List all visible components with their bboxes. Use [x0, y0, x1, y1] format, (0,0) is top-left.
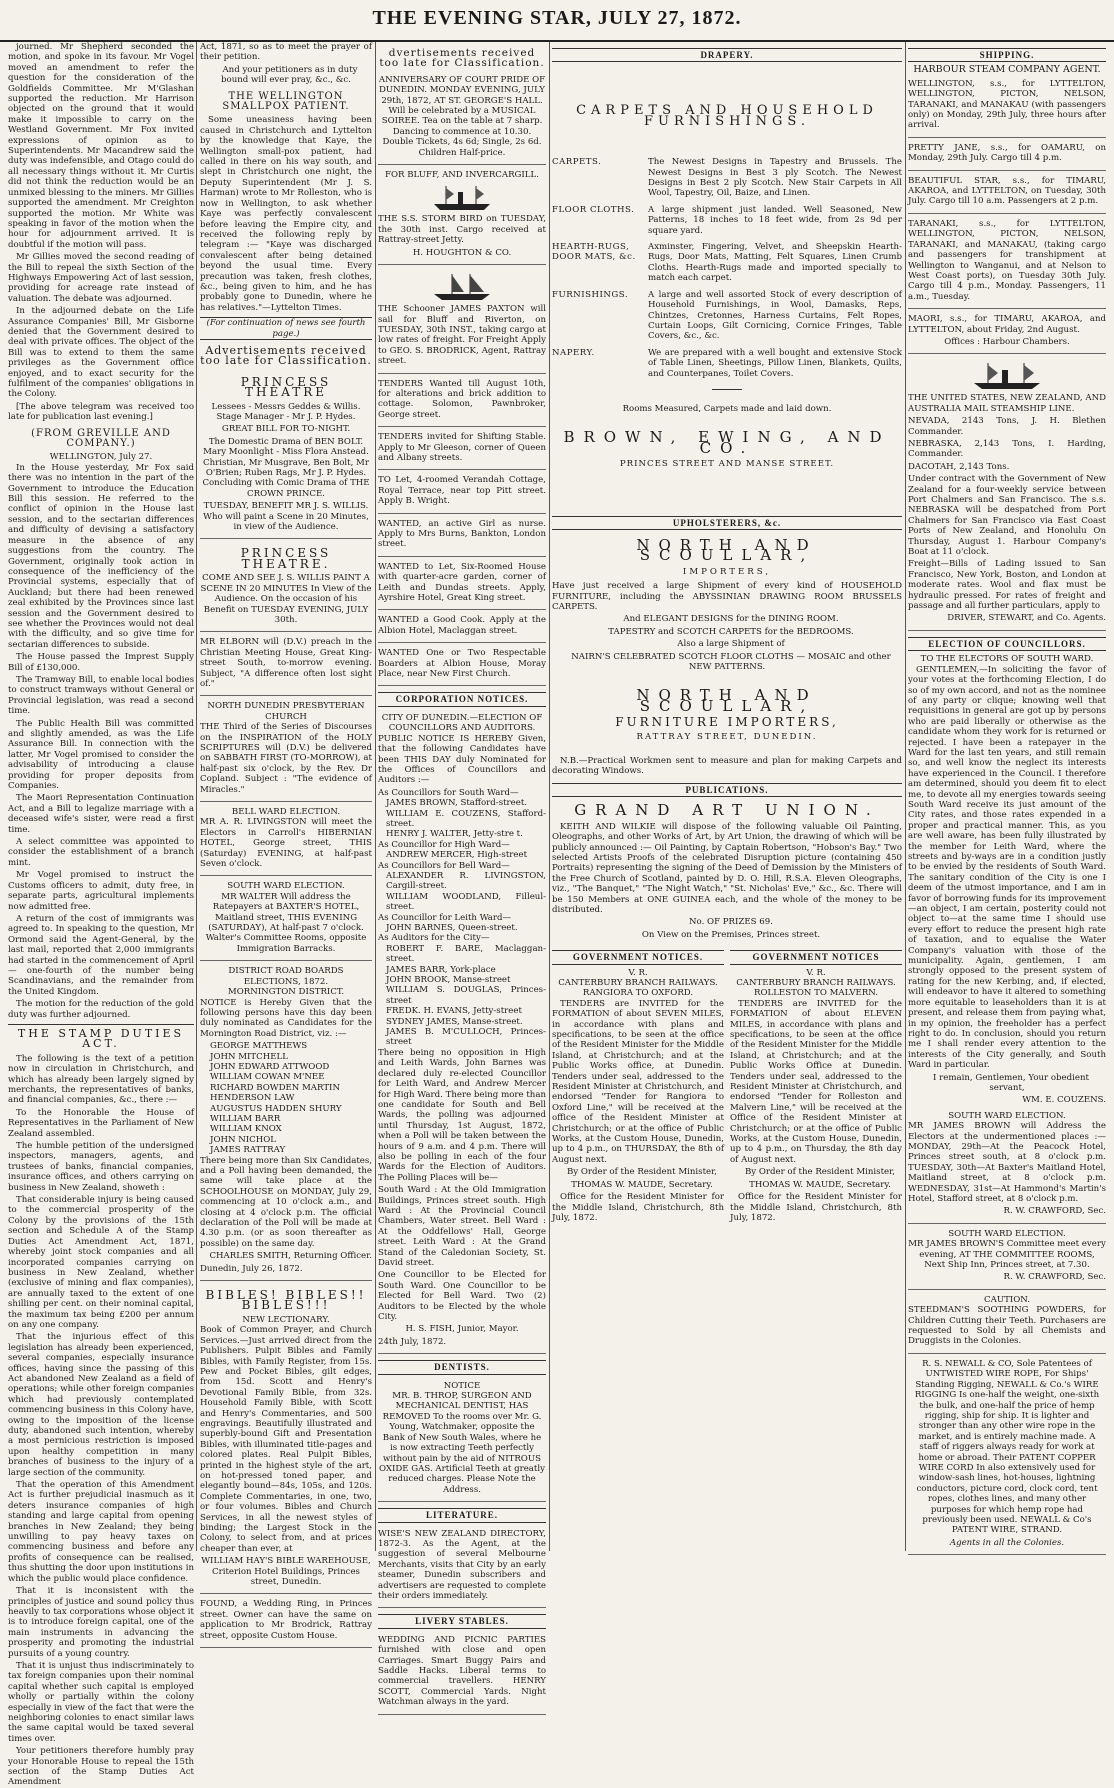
list-item: HENDERSON LAW — [210, 1093, 295, 1104]
list-item: JAMES RATTRAY — [210, 1145, 286, 1156]
list-item: AUGUSTUS HADDEN SHURY — [210, 1103, 342, 1114]
ad-text: COME AND SEE J. S. WILLIS PAINT A SCENE IN 20 MINUTES In View of the Audience. On the occasion of his Benefit on TUESDAY EVENING, JULY 30th. — [200, 573, 372, 625]
ad-signature: H. HOUGHTON & CO. — [412, 247, 512, 258]
gov-notice-rolleston — [730, 944, 902, 1225]
ad-princess-theatre-2 — [200, 541, 372, 632]
section-heading: DENTISTS. — [378, 1360, 546, 1374]
ad-text: MR. B. THROP, SURGEON AND MECHANICAL DENTIST, HAS REMOVED To the rooms over Mr. G. Young, Watchmaker, opposite the Bank of New South Wales, where he is now extracting Teeth perfectly without pain by the aid of NITROUS OXIDE GAS. Artificial Teeth at greatly reduced charges. Please Note the Address. — [379, 1391, 545, 1495]
section-heading: PUBLICATIONS. — [552, 783, 902, 797]
column-ads-middle — [378, 42, 546, 1708]
news-paragraph: The motion for the reduction of the gold duty was further adjourned. — [8, 999, 194, 1020]
ad-james-paxton — [378, 267, 546, 373]
news-paragraph: That the injurious effect of this legislation has already been experienced, several companies, especially insurance offices, having since the passing of this Act abandoned New Zealand as a field of operations; while other foreign companies which had previously contemplated commencing business in this Colony have, owing to the imposition of the license duty, abandoned such intention, whereby a most pernicious restriction is imposed upon healthy competition in many branches of business to the injury of a large section of the community. — [8, 1332, 194, 1478]
ad-text: MR A. R. LIVINGSTON will meet the Electors in Carroll's HIBERNIAN HOTEL, George street, THIS (Saturday) EVENING, at half-past Seven o'clock. — [200, 817, 372, 870]
ad-text: As Councillor for High Ward— — [378, 839, 510, 850]
ad-text: WISE'S NEW ZEALAND DIRECTORY, 1872-3. As the Agent, at the suggestion of several Melbourne Merchants, visits that City by an early steamer, Dunedin subscribers and advertisers are requested to complete their orders immediately. — [378, 1528, 546, 1601]
ad-text: There being more than Six Candidates, and a Poll having been demanded, the same will take place at the SCHOOLHOUSE on MONDAY, July 29, commencing at 10 o'clock a.m., and closing at 4 o'clock p.m. The official declaration of the Poll will be made at 4.30 p.m. (or as soon thereafter as possible) on the same day. — [200, 1155, 372, 1249]
ad-signature: R. W. CRAWFORD, Sec. — [1003, 1206, 1106, 1217]
crest-label: V. R. — [806, 967, 826, 978]
ad-shipping — [908, 76, 1106, 138]
ad-subtitle: ROLLESTON TO MALVERN. — [754, 988, 878, 999]
list-item: HENRY J. WALTER, Jetty-stre t. — [386, 829, 523, 840]
news-paragraph: The Public Health Bill was committed and slightly amended, as was the Life Assurance Bill. In connection with the latter, Mr Vogel promised to consider the advisability of introducing a clause providing for proper deposits from Companies. — [8, 718, 194, 792]
ad-text: WANTED One or Two Respectable Boarders at Albion House, Moray Place, near New First Church. — [378, 648, 546, 680]
ad-text: GREAT BILL FOR TO-NIGHT. — [221, 424, 351, 435]
ad-text: MR ELBORN will (D.V.) preach in the Christian Meeting House, Great King-street South, to-morrow evening. Subject, "A difference often lost sight of." — [200, 637, 372, 689]
news-paragraph: Act, 1871, so as to meet the prayer of their petition. — [200, 42, 372, 63]
list-item: JOHN MITCHELL — [210, 1051, 288, 1062]
ad-mail-steamship — [908, 356, 1106, 631]
ad-title: BROWN, EWING, AND CO. — [563, 428, 891, 457]
ad-text: MR JAMES BROWN'S Committee meet every evening, AT THE COMMITTEE ROOMS, Next Ship Inn, Princes street, at 7.30. — [908, 1239, 1106, 1271]
ad-title: SOUTH WARD ELECTION. — [227, 881, 345, 892]
source-line: (FROM GREVILLE AND COMPANY.) — [31, 427, 171, 450]
list-item: WILLIAM BARR — [210, 1113, 281, 1124]
list-item: WILLIAM S. DOUGLAS, Princes-street — [386, 985, 546, 1006]
list-item: FREDK. H. EVANS, Jetty-street — [386, 1006, 522, 1017]
ad-text: MR WALTER Will address the Ratepayers at BAXTER'S HOTEL, Maitland street, THIS EVENING (SATURDAY), At half-past 7 o'clock. Walter's Committee Rooms, opposite Immigration Barracks. — [205, 891, 367, 954]
list-item: JAMES BARR, York-place — [386, 964, 496, 975]
ad-south-ward — [908, 1226, 1106, 1290]
ad-text: The Domestic Drama of BEN BOLT. Mary Moonlight - Miss Flora Anstead. Christian, Mr Musgrave, Ben Bolt, Mr O'Brien; Ruben Rags, Mr J. P. Hydes. Concluding with Comic Drama of THE CROWN PRINCE. — [202, 436, 370, 499]
ad-subtitle: MORNINGTON DISTRICT. — [227, 987, 345, 998]
item-label: CARPETS. — [552, 157, 602, 168]
ad-text: NOTICE is Hereby Given that the following persons have this day been duly nominated as Candidates for the Mornington Road District, viz. :— — [200, 997, 372, 1039]
ad-shipping — [908, 216, 1106, 309]
ad-text: Freight—Bills of Lading issued to San Francisco, New York, Boston, and London at moderate rates. Wool and flax must be hydraulic pressed. For rates of freight and passage and all further particulars, apply to — [908, 559, 1106, 612]
ad-text: WANTED, an active Girl as nurse. Apply to Mrs Burns, Bankton, London street. — [378, 518, 546, 550]
ad-text: Office for the Resident Minister for the Middle Island, Christchurch, 8th July, 1872. — [730, 1192, 902, 1223]
ad-storm-bird — [378, 167, 546, 265]
ad-title: HARBOUR STEAM COMPANY AGENT. — [913, 64, 1101, 76]
ad-title: DISTRICT ROAD BOARDS ELECTIONS, 1872. — [228, 966, 344, 987]
list-item: WILLIAM E. COUZENS, Stafford-street. — [386, 808, 546, 829]
list-item — [552, 290, 902, 342]
ad-text: As Councillor for Leith Ward— — [378, 912, 512, 923]
ad-title: CITY OF DUNEDIN.—ELECTION OF COUNCILLORS AND AUDITORS. — [381, 712, 543, 734]
ad-text: WANTED to Let, Six-Roomed House with quarter-acre garden, corner of Leith and Dundas streets. Apply, Ayrshire Hotel, Great King street. — [378, 561, 546, 604]
ad-to-let — [378, 472, 546, 513]
ad-signature: CHARLES SMITH, Returning Officer. — [209, 1251, 372, 1262]
section-heading: CORPORATION NOTICES. — [378, 692, 546, 706]
section-heading: UPHOLSTERERS, &c. — [552, 516, 902, 530]
ad-title: NORTH AND SCOULLAR, — [636, 686, 818, 715]
dateline: WELLINGTON, July 27. — [49, 452, 153, 463]
ad-title: CANTERBURY BRANCH RAILWAYS. — [736, 977, 896, 988]
ad-text: Under contract with the Government of New Zealand for a four-weekly service between Port Chalmers and San Francisco. The s.s. NEBRASKA will be despatched from Port Chalmers for San Francisco via East Coast Ports of New Zealand, and Honolulu On Thursday, August 1. Harbour Company's Boat at 11 o'clock. — [908, 474, 1106, 558]
section-heading: LITERATURE. — [378, 1508, 546, 1522]
ad-text: No. OF PRIZES 69. — [689, 917, 773, 928]
ad-text: Offices : Harbour Chambers. — [944, 336, 1070, 347]
item-text: A large shipment just landed. Well Seasoned, New Patterns, 18 inches to 18 feet wide, from 2s 9d per square yard. — [648, 204, 902, 236]
list-item: SYDNEY JAMES, Manse-street. — [386, 1016, 523, 1027]
ad-text: Lessees - Messrs Geddes & Willis. Stage Manager - Mr J. P. Hydes. — [211, 401, 361, 422]
ad-livery — [378, 1632, 546, 1715]
ad-text: PRINCES STREET AND MANSE STREET. — [619, 459, 835, 470]
ad-text: South Ward : At the Old Immigration Buildings, Princes street south. High Ward : At the Provincial Council Chambers, Water street. Bell Ward : At the Oddfellows' Hall, George street. Leith Ward : At the Grand Stand of the Caledonian Society, St. David street. — [378, 1185, 546, 1268]
ad-tenders — [378, 429, 546, 470]
list-item: WILLIAM WOODLAND, Filleul-street. — [386, 891, 546, 913]
ad-bibles — [200, 1283, 372, 1594]
list-item: ROBERT F. BARE, Maclaggan-street. — [386, 943, 546, 965]
ad-title: CANTERBURY BRANCH RAILWAYS. — [558, 977, 718, 988]
ad-text: THE Third of the Series of Discourses on the INSPIRATION of the HOLY SCRIPTURES will (D.V.) be delivered on SABBATH FIRST (TO-MORROW), at half-past six o'clock, by the Rev. Dr Copland. Subject : "The evidence of Miracles." — [200, 722, 372, 795]
list-item: JOHN BARNES, Queen-street. — [386, 923, 518, 933]
ad-wanted — [378, 612, 546, 643]
ad-elborn — [200, 634, 372, 696]
ad-title: GRAND ART UNION. — [574, 801, 880, 820]
ad-text: I remain, Gentlemen, Your obedient servant, — [933, 1072, 1089, 1093]
ad-title: BELL WARD ELECTION. — [231, 807, 341, 817]
ad-princess-theatre — [200, 370, 372, 540]
ad-signature: H. S. FISH, Junior, Mayor. — [405, 1324, 519, 1335]
ad-subtitle: NEW LECTIONARY. — [242, 1314, 330, 1325]
news-paragraph: That it is unjust thus indiscriminately to tax foreign companies upon their nominal capital whether such capital is employed wholly or partially within the colony especially in view of the fact that were the neighboring colonies to enact similar laws the same capital would be taxed several times over. — [8, 1660, 194, 1744]
ad-title: NOTICE — [443, 1380, 481, 1391]
news-paragraph: Mr Vogel promised to instruct the Customs officers to admit, duty free, in separate parts, agricultural implements now admitted free. — [8, 870, 194, 912]
list-item: ALEXANDER R. LIVINGSTON, Cargill-street. — [386, 870, 546, 892]
ad-text: THE Schooner JAMES PAXTON will sail for Bluff and Riverton, on TUESDAY, 30th INST., taking cargo at low rates of freight. For Freight Apply to GEO. S. BRODRICK, Agent, Rattray street. — [378, 304, 546, 367]
divider — [712, 389, 742, 390]
section-heading: THE WELLINGTON SMALLPOX PATIENT. — [222, 90, 350, 113]
ad-text: WEDDING AND PICNIC PARTIES furnished with close and open Carriages. Smart Buggy Pairs and Saddle Hacks. Liberal terms to commercial travellers. HENRY SCOTT, Commercial Yards. Night Watchman always in the yard. — [378, 1634, 546, 1708]
list-item: JAMES B. M'CULLOCH, Princes-street — [386, 1027, 546, 1048]
list-item: ANDREW MERCER, High-street — [386, 850, 528, 861]
ad-title: CARPETS AND HOUSEHOLD FURNISHINGS. — [576, 103, 878, 129]
list-item — [552, 242, 902, 284]
news-paragraph: journed. Mr Shepherd seconded the motion, and spoke in its favour. Mr Vogel moved an amendment to refer the question for the consideration of the Goldfields Committee. Mr M'Glashan supported the reduction. Mr Harrison objected on the ground that it would make it impossible to carry on the Westland Government. Mr Fox invited expressions of opinion as to Superintendents. Mr Macandrew said the duty was indefensible, and Otago could do all necessary things without it. Mr Curtis did not think the reduction would be an unmixed blessing to the miners. Mr Gillies supported the amendment. Mr Creighton supported the motion. Mr White was speaking in favor of the motion when the hour for adjournment arrived. It is doubtful if the motion will pass. — [8, 42, 194, 250]
ad-text: Agents in all the Colonies. — [949, 1537, 1065, 1548]
ad-bell-ward — [200, 804, 372, 876]
ad-text: And ELEGANT DESIGNS for the DINING ROOM. — [623, 614, 839, 625]
news-paragraph: Your petitioners therefore humbly pray your Honorable House to repeal the 15th section of the Stamp Duties Act Amendment — [8, 1746, 194, 1788]
ad-wanted — [378, 559, 546, 611]
news-paragraph: In the adjourned debate on the Life Assurance Companies' Bill, Mr Gisborne denied that the Government desired to deal with private offices. The object of the Bill was to extend to them the same privileges as the Government office enjoyed, and to exact security for the fulfilment of the companies' obligations in the Colony. — [8, 306, 194, 400]
item-label: FLOOR CLOTHS. — [552, 204, 635, 215]
ad-signature: DRIVER, STEWART, and Co. Agents. — [947, 613, 1106, 624]
section-heading: dvertisements received too late for Classification. — [379, 47, 545, 70]
ad-text: TAPESTRY and SCOTCH CARPETS for the BEDROOMS. — [608, 626, 854, 637]
ad-text: As Councillors for Bell Ward— — [378, 860, 510, 871]
ad-signature: THOMAS W. MAUDE, Secretary. — [749, 1179, 891, 1190]
ad-text: One Councillor to be Elected for South Ward. One Councillor to be Elected for Bell Ward. Two (2) Auditors to be Elected by the whole City. — [378, 1270, 546, 1323]
ad-text: There being no opposition in High and Leith Wards, John Barnes was declared duly re-elected Councillor for Leith Ward, and Andrew Mercer for High Ward. There being more than one candidate for South and Bell Wards, the polling was adjourned until Thursday, 1st August, 1872, when a Poll will be taken between the hours of 9 a.m. and 4 p.m. There will also be polling in each of the four Wards for the Election of Auditors. The Polling Places will be— — [378, 1047, 546, 1183]
gov-notice-rangiora — [552, 944, 724, 1225]
ad-text: WANTED a Good Cook. Apply at the Albion Hotel, Maclaggan street. — [378, 615, 546, 636]
ad-text: Book of Common Prayer, and Church Services.—Just arrived direct from the Publishers. Pulpit Bibles and Family Bibles, with Family Register, from 15s. Pew and Pocket Bibles, gilt edges, from 15d. Scott and Henry's Devotional Family Bible, from 32s. Household Family Bible, with Scott and Henry's Commentaries, and 500 engravings. Beautifully illustrated and superbly-bound Gift and Presentation Bibles, with illuminated title-pages and colored plates. Real Pulpit Bibles, printed in the highest style of the art, on hot-pressed toned paper, and elegantly bound—84s, 105s, and 120s. Complete Commentaries, in one, two, or four volumes. Bibles and Church Services, in all the newest styles of binding; the Largest Stock in the Colony, to select from, and at prices cheaper than ever, at — [200, 1325, 372, 1554]
ad-text: FOUND, a Wedding Ring, in Princes street. Owner can have the same on application to Mr Brodrick, Rattray street, opposite Custom House. — [200, 1599, 372, 1641]
ad-tenders — [378, 376, 546, 428]
list-item: GEORGE MATTHEWS — [210, 1041, 308, 1052]
list-item: WILLIAM COWAN M'NEE — [210, 1072, 325, 1083]
news-paragraph: A return of the cost of immigrants was agreed to. In speaking to the question, Mr Ormond said the Agent-General, by the last mail, reported that 2,000 immigrants had started in the commencement of April — one-fourth of the number being Scandinavians, and the remainder from the United Kingdom. — [8, 913, 194, 997]
news-paragraph: The Maori Representation Continuation Act, and a Bill to legalize marriage with a deceased wife's sister, were read a first time. — [8, 793, 194, 835]
list-item: JOHN EDWARD ATTWOOD — [210, 1061, 330, 1072]
ad-text: TO Let, 4-roomed Verandah Cottage, Royal Terrace, near top Pitt street. Apply B. Wright. — [378, 475, 546, 507]
ad-newall — [908, 1356, 1106, 1555]
ad-title: CAUTION. — [984, 1294, 1030, 1305]
schooner-icon — [432, 272, 492, 302]
list-item — [552, 157, 902, 199]
ad-text: TARANAKI, s.s., for LYTTELTON, WELLINGTON, PICTON, NELSON, TARANAKI, and MANAKAU, (taking cargo and passengers for transhipment at Wellington to Wanganui, and at Nelson to West Coast ports), on Tuesday 30th July. Cargo till 4 p.m., Monday. Passengers, 11 a.m., Tuesday. — [908, 218, 1106, 302]
ad-title: PRINCESS THEATRE — [240, 374, 332, 400]
crest-label: V. R. — [628, 967, 648, 978]
ad-text: STEEDMAN'S SOOTHING POWDERS, for Children Cutting their Teeth. Purchasers are requested to Sold by all Chemists and Druggists in the Colonies. — [908, 1305, 1106, 1347]
list-item: WILLIAM KNOX — [210, 1124, 282, 1135]
ad-title: NORTH DUNEDIN PRESBYTERIAN CHURCH — [207, 701, 365, 722]
ad-text: By Order of the Resident Minister, — [566, 1167, 718, 1178]
ad-text: R. S. NEWALL & CO, Sole Patentees of UNTWISTED WIRE ROPE, For Ships' Standing Rigging, NEWALL & Co.'s WIRE RIGGING Is one-half the weight, one-sixth the bulk, and one-half the price of hemp rigging, ship for ship. It is lighter and stronger than any other wire rope in the market, and is entirely machine made. A staff of riggers always ready for work at home or abroad. Their PATENT COPPER WIRE CORD In also extensively used for window-sash lines, hot-houses, lightning conductors, picture cord, clock cord, tent ropes, clothes lines, and many other purposes for which hemp rope had previously been used. NEWALL & Co's PATENT WIRE, STRAND. — [914, 1358, 1100, 1536]
ad-court-pride — [378, 72, 546, 165]
ad-text: TENDERS are INVITED for the FORMATION of about SEVEN MILES, in accordance with plans and specifications, to be seen at the office of the Resident Minister for the Middle Island, at Christchurch; and at the Public Works office, at Dunedin. Tenders under seal, addressed to the Resident Minister at Christchurch, and endorsed "Tender for Rangiora to Oxford Line," will be received at the office of the Resident Minister at Christchurch; or at the office of Public Works, at the Custom House, Dunedin, up to 4 p.m., on THURSDAY, the 8th of August next. — [552, 998, 724, 1165]
news-paragraph: Some uneasiness having been caused in Christchurch and Lyttelton by the knowledge that Kaye, the Wellington small-pox patient, had called in there on his way south, and slept in Christchurch one night, the Deputy Superintendent (Mr J. S. Harman) wrote to Mr Rolleston, who is now in Wellington, to ask whether Kaye was perfectly convalescent before leaving the Empire city, and received the following reply by telegram :— "Kaye was discharged convalescent after being detained beyond the usual time. Every precaution was taken, fresh clothes, &c., being given to him, and he has probably gone to Dunedin, where he has relatives."—Lyttelton Times. — [200, 115, 372, 313]
ad-dentist — [378, 1378, 546, 1502]
ad-corporation — [378, 710, 546, 1354]
ad-text: As Auditors for the City— — [378, 933, 490, 944]
ad-text: TENDERS are INVITED for the FORMATION of about ELEVEN MILES, in accordance with plans and specifications, to be seen at the office of the Resident Minister for the Middle Island, at Christchurch; and at the Public Works Office at Dunedin. Tenders under seal, addressed to the Resident Minister at Christchurch, and endorsed "Tender for Rolleston and Malvern Line," will be received at the Office of the Resident Minister at Christchurch; or at the office of Public Works, at the Custom House, Dunedin, up to 4 p.m., on Thursday, the 8th day of August next. — [730, 998, 902, 1165]
ad-text: Also a large Shipment of — [677, 639, 785, 650]
column-rule — [375, 42, 376, 1551]
column-drapery — [552, 42, 902, 1551]
section-heading: GOVERNMENT NOTICES. — [552, 950, 724, 964]
ad-text: NAIRN'S CELEBRATED SCOTCH FLOOR CLOTHS — MOSAIC and other NEW PATTERNS. — [571, 651, 891, 673]
ad-text: TENDERS invited for Shifting Stable. Apply to Mr Gleeson, corner of Queen and Albany streets. — [378, 432, 546, 463]
ad-signature: WM. E. COUZENS. — [1022, 1095, 1106, 1106]
ad-title: NORTH AND SCOULLAR, — [636, 535, 818, 565]
ad-text: N.B.—Practical Workmen sent to measure and plan for making Carpets and decorating Windows. — [552, 756, 902, 777]
section-heading: SHIPPING. — [908, 48, 1106, 62]
news-paragraph: The humble petition of the undersigned inspectors, managers, agents, and trustees of banks, financial companies, insurance offices, and others carrying on business in New Zealand, showeth : — [8, 1141, 194, 1193]
ad-text: MAORI, s.s., for TIMARU, AKAROA, and LYTTELTON, about Friday, 2nd August. — [908, 314, 1106, 335]
news-paragraph: The following is the text of a petition now in circulation in Christchurch, and which has already been largely signed by merchants, the representatives of banks, and financial companies, &c., there :— — [8, 1053, 194, 1106]
ad-title: BIBLES! BIBLES!! BIBLES!!! — [205, 1288, 367, 1313]
ad-text: On View on the Premises, Princes street. — [641, 929, 821, 940]
ad-subtitle: FURNITURE IMPORTERS, — [615, 715, 839, 730]
news-paragraph: To the Honorable the House of Representatives in the Parliament of New Zealand assembled. — [8, 1107, 194, 1139]
ad-signature: R. W. CRAWFORD, Sec. — [1003, 1272, 1106, 1283]
ad-signature: THOMAS W. MAUDE, Secretary. — [571, 1179, 713, 1190]
ad-text: Rooms Measured, Carpets made and laid down. — [622, 403, 832, 414]
ad-text: NEVADA, 2143 Tons, J. H. Blethen Commander. — [908, 416, 1106, 437]
candidate-list — [200, 1041, 372, 1155]
continuation-note: (For continuation of news see fourth page.) — [200, 317, 372, 340]
masthead: THE EVENING STAR, JULY 27, 1872. — [0, 0, 1114, 42]
news-paragraph: The House passed the Imprest Supply Bill of £130,000. — [8, 652, 194, 673]
ad-church — [200, 698, 372, 802]
column-rule — [905, 42, 906, 1551]
ad-text: PRETTY JANE, s.s., for OAMARU, on Monday, 29th July. Cargo till 4 p.m. — [908, 142, 1106, 164]
ad-subtitle: RANGIORA TO OXFORD. — [582, 988, 694, 999]
item-text: Axminster, Fingering, Velvet, and Sheepskin Hearth-Rugs, Door Mats, Matting, Felt Squares, Linen Crumb Cloths. Hearth-Rugs made and imported specially to match each carpet. — [648, 242, 902, 284]
column-ads-left — [200, 42, 372, 1641]
column-rule — [196, 42, 197, 1551]
list-item — [552, 348, 902, 379]
item-label: FURNISHINGS. — [552, 289, 629, 300]
ad-text: Office for the Resident Minister for the Middle Island, Christchurch, 8th July, 1872. — [552, 1192, 724, 1223]
ad-title: SOUTH WARD ELECTION. — [948, 1110, 1066, 1121]
news-paragraph: [The above telegram was received too late for publication last evening.] — [8, 401, 194, 423]
ad-text: By Order of the Resident Minister, — [744, 1167, 896, 1178]
ad-caution — [908, 1292, 1106, 1354]
ad-text: PUBLIC NOTICE IS HEREBY Given, that the following Candidates have been THIS DAY duly Nominated for the Offices of Councillors and Auditors :— — [378, 733, 546, 786]
ad-found — [200, 1596, 372, 1648]
news-paragraph: That considerable injury is being caused to the commercial prosperity of the Colony by the provisions of the 15th section and Schedule A of the Stamp Duties Act Amendment Act, 1871, whereby joint stock companies and all incorporated companies carrying on business in New Zealand, whether (exclusive of mining and flax companies), are annually taxed to the extent of one shilling per cent. on their nominal capital, the maximum tax being £200 per annum on any one company. — [8, 1195, 194, 1330]
ad-text: WELLINGTON, s.s., for LYTTELTON, WELLINGTON, PICTON, NELSON, TARANAKI, and MANAKAU (with passengers only) on Monday, 29th July, three hours after arrival. — [908, 78, 1106, 131]
section-heading: Advertisements received too late for Classification. — [200, 343, 372, 368]
ad-wanted — [378, 645, 546, 686]
ad-text: WILLIAM HAY'S BIBLE WAREHOUSE, Criterion Hotel Buildings, Princes street, Dunedin. — [201, 1556, 371, 1588]
ad-text: TUESDAY, BENEFIT MR J. S. WILLIS. Who will paint a Scene in 20 Minutes, in view of the Audience. — [203, 501, 369, 533]
ad-shipping — [908, 173, 1106, 214]
ad-text: DACOTAH, 2,143 Tons. — [908, 461, 1010, 472]
ad-title: TO THE ELECTORS OF SOUTH WARD. — [920, 654, 1094, 665]
ad-text: Dunedin, July 26, 1872. — [200, 1263, 303, 1274]
news-paragraph: Mr Gillies moved the second reading of the Bill to repeal the sixth Section of the Highways Empowering Act of last session, providing for acreage rate instead of valuation. The debate was adjourned. — [8, 252, 194, 304]
ad-subtitle: IMPORTERS, — [682, 566, 772, 577]
steamship-icon — [972, 361, 1042, 391]
section-heading: ELECTION OF COUNCILLORS. — [908, 637, 1106, 651]
news-paragraph: A select committee was appointed to consider the establishment of a branch mint. — [8, 837, 194, 868]
ad-text: NEBRASKA, 2,143 Tons, I. Harding, Commander. — [908, 438, 1106, 460]
ad-title: FOR BLUFF, AND INVERCARGILL. — [385, 170, 539, 181]
column-shipping — [908, 42, 1106, 1551]
item-label: HEARTH-RUGS, DOOR MATS, &c. — [552, 242, 636, 263]
news-paragraph: In the House yesterday, Mr Fox said there was no intention in the part of the Government to introduce the Education Bill this session. He referred to the conflict of opinion in the House last session, and to the sectarian differences and difficulty of devising a satisfactory measure in the absence of any suggestions from the country. The Government, originally took action in consequence of the inefficiency of the Provincial systems, especially that of Auckland; but there had been renewed zeal exhibited by the Provinces since last session and the Government desired to see whether the Provinces would not deal with the difficulty, and so give time for sectarian differences to subside. — [8, 462, 194, 650]
ad-text: TENDERS Wanted till August 10th, for alterations and brick addition to cottage. Solomon, Pawnbroker, George street. — [378, 378, 546, 420]
item-label: NAPERY. — [552, 347, 595, 358]
ad-title: SOUTH WARD ELECTION. — [948, 1228, 1066, 1239]
item-text: A large and well assorted Stock of every description of Household Furnishings, in Wool, Damasks, Reps, Chintzes, Cretonnes, Harness Curtains, Felt Ropes, Curtain Loops, Gilt Cornicing, Cornice Fringes, Table Covers, &c., &c. — [648, 289, 902, 342]
list-item: JAMES BROWN, Stafford-street. — [386, 798, 528, 809]
list-item: RICHARD BOWDEN MARTIN — [210, 1082, 340, 1093]
ad-text: KEITH AND WILKIE will dispose of the following valuable Oil Painting, Oleographs, and other Works of Art, by Art Union, the drawing of which will be publicly announced :— Oil Painting, by Captain Robertson, "Hobson's Bay." Two selected Artists Proofs of the celebrated Disruption picture (containing 450 Portraits) representing the signing of the Deed of Demission by the Ministers of the Free Church of Scotland, painted by D. O. Hill, R.S.A. Eleven Oleographs, viz., "The Banquet," "The Night Watch," "St. Nicholas' Eve," &c., &c. There will be 150 Members at ONE GUINEA each, and the whole of the money to be distributed. — [552, 821, 902, 915]
ad-text: 24th July, 1872. — [378, 1336, 447, 1347]
ad-text: Have just received a large Shipment of every kind of HOUSEHOLD FURNITURE, including the ABYSSINIAN DRAWING ROOM BRUSSELS CARPETS. — [552, 581, 902, 612]
drapery-list — [552, 157, 902, 379]
column-rule — [549, 42, 550, 1551]
ad-shipping — [908, 140, 1106, 171]
ad-text: THE S.S. STORM BIRD on TUESDAY, the 30th inst. Cargo received at Rattray-street Jetty. — [378, 214, 546, 246]
section-heading: GOVERNMENT NOTICES — [730, 950, 902, 964]
section-heading: LIVERY STABLES. — [378, 1614, 546, 1628]
ad-directory — [378, 1526, 546, 1609]
ad-south-ward — [908, 1108, 1106, 1224]
item-text: We are prepared with a well bought and extensive Stock of Table Linen, Sheetings, Pillow Linen, Blankets, Quilts, and Counterpanes, Toilet Covers. — [648, 347, 902, 379]
item-text: The Newest Designs in Tapestry and Brussels. The Newest Designs in Best 3 ply Scotch. The Newest Designs in Best 2 ply Scotch. New Stair Carpets in All Wool, Tapestry, Oil, Baize, and Linen. — [648, 157, 902, 199]
ad-shipping — [908, 311, 1106, 354]
list-item: JOHN NICHOL — [210, 1134, 276, 1145]
ad-text: BEAUTIFUL STAR, s.s., for TIMARU, AKAROA, and LYTTELTON, on Tuesday, 30th July. Cargo till 10 a.m. Passengers at 2 p.m. — [908, 175, 1106, 207]
ad-text: THE UNITED STATES, NEW ZEALAND, AND AUSTRALIA MAIL STEAMSHIP LINE. — [908, 393, 1106, 414]
ad-text: As Councillors for South Ward— — [378, 787, 519, 798]
ad-south-ward — [200, 878, 372, 961]
news-paragraph: That the operation of this Amendment Act is further prejudicial inasmuch as it deters insurance companies of high standing and large capital from opening branches in New Zealand; they being unwilling to pay heavy taxes on commencing business and before any profits of consequence can be realised, thus shutting the door upon institutions in which the public would place confidence. — [8, 1480, 194, 1584]
list-item: JOHN BROOK, Manse-street — [386, 975, 511, 986]
ad-text: RATTRAY STREET, DUNEDIN. — [636, 731, 818, 742]
column-news — [8, 42, 194, 1788]
ad-text: GENTLEMEN,—In soliciting the favor of your votes at the forthcoming Election, I do so of my own accord, and not as the nominee of any party or clique; knowing well that requisitions in general are got up by persons who are paid liberally or otherwise as the candidate whom they work for is returned or rejected. I have been a ratepayer in the Ward for the last ten years, and still remain so, and well know the neglect its interests have experienced in the Council. I therefore am determined, should you deem fit to elect me, to devote all my energies towards seeing South Ward receive its just amount of the City rates, and those rates expended in a proper and practical manner. This, as you are well aware, has been fully illustrated by the member for Leith Ward, where the streets and by-ways are in a condition justly to be envied by the residents of South Ward. The sanitary condition of the City is one I deem of the utmost importance, and I am in favor of borrowing funds for its improvement—an object, I am certain, posterity could not object to—at the same time I should use every effort to reduce the present high rate of taxation, and to equalise the Water Company's valuation with those of the municipality. Again, gentlemen, I am strongly opposed to the present system of rating for the new Kerbing, and, if elected, will endeavor to have it altered to something more equitable to leaseholders than it is at present, and release them from paying what, in my opinion, the freeholder has a perfect right to do. In conclusion, should you return me I shall render every attention to the interests of the City generally, and South Ward in particular. — [908, 664, 1106, 1071]
ad-text: ANNIVERSARY OF COURT PRIDE OF DUNEDIN. MONDAY EVENING, JULY 29th, 1872, AT ST. GEORGE'S HALL. Will be celebrated by a MUSICAL SOIREE. Tea on the table at 7 sharp. Dancing to commence at 10.30. Double Tickets, 4s 6d; Single, 2s 6d. Children Half-price. — [378, 74, 546, 158]
news-paragraph: And your petitioners as in duty bound will ever pray, &c., &c. — [221, 64, 358, 86]
section-heading: THE STAMP DUTIES ACT. — [8, 1024, 194, 1050]
section-heading: DRAPERY. — [552, 48, 902, 62]
ad-road-boards — [200, 963, 372, 1281]
ad-wanted — [378, 516, 546, 557]
news-paragraph: The Tramway Bill, to enable local bodies to construct tramways without General or Provincial legislation, was read a second time. — [8, 674, 194, 717]
list-item — [552, 205, 902, 236]
steamship-icon — [432, 182, 492, 212]
news-paragraph: That it is inconsistent with the principles of justice and sound policy thus heavily to tax corporations whose object it is to introduce foreign capital, one of the main instruments in advancing the prosperity and promoting the industrial pursuits of a young country. — [8, 1586, 194, 1659]
ad-text: MR JAMES BROWN will Address the Electors at the undermentioned places :— MONDAY, 29th—At the Peacock Hotel, Princes street south, at 8 o'clock p.m. TUESDAY, 30th—At Baxter's Maitland Hotel, Maitland street, at 8 o'clock p.m. WEDNESDAY, 31st—At Hammond's Martin's Hotel, Stafford street, at 8 o'clock p.m. — [908, 1121, 1106, 1204]
ad-title: PRINCESS THEATRE. — [240, 546, 332, 571]
